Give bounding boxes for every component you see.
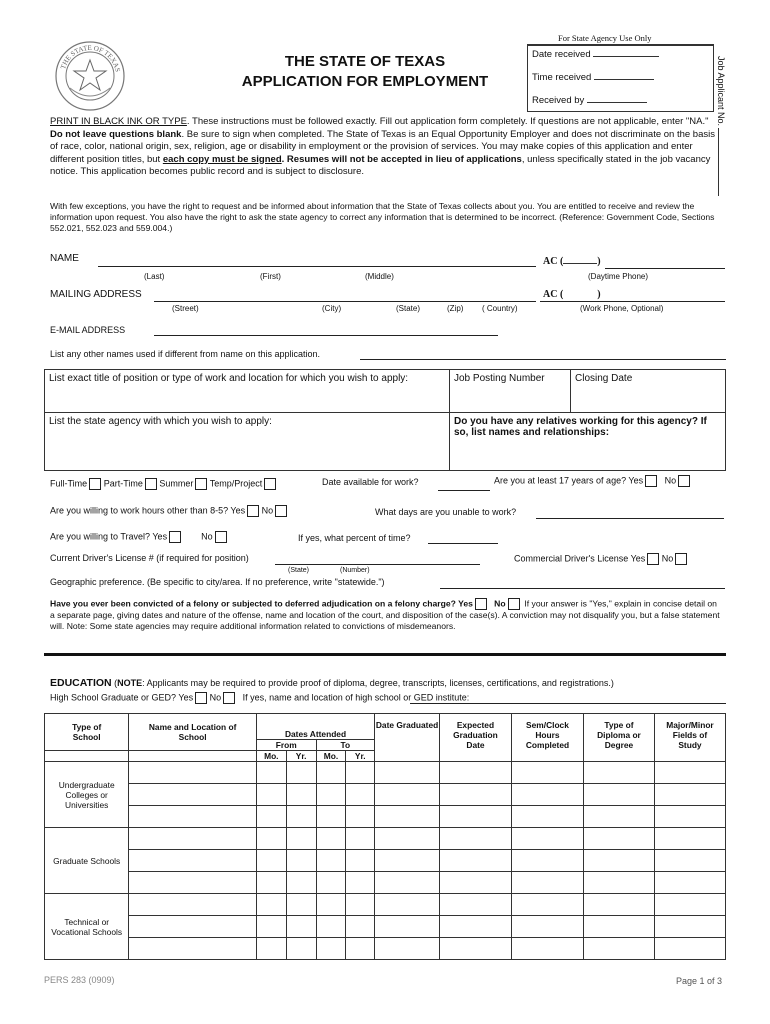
name-label: NAME xyxy=(50,253,79,264)
title-line-1: THE STATE OF TEXAS xyxy=(284,53,446,70)
edu-cell[interactable] xyxy=(511,938,583,960)
edu-cell[interactable] xyxy=(129,762,257,784)
cdl-yes-checkbox[interactable] xyxy=(647,553,659,565)
country-hint: ( Country) xyxy=(482,304,518,313)
title-line-2: APPLICATION FOR EMPLOYMENT xyxy=(241,73,489,90)
license-label: Current Driver's License # (if required for position) xyxy=(50,553,249,563)
row-undergrad-label: Undergraduate Colleges or Universities xyxy=(45,762,129,828)
edu-cell[interactable] xyxy=(346,894,375,916)
edu-cell[interactable] xyxy=(375,806,440,828)
edu-cell[interactable] xyxy=(256,872,286,894)
edu-cell[interactable] xyxy=(654,828,725,850)
edu-cell[interactable] xyxy=(346,872,375,894)
days-unable-label: What days are you unable to work? xyxy=(375,507,517,517)
other-names-label: List any other names used if different from name on this application. xyxy=(50,349,320,359)
mailing-address-field[interactable] xyxy=(154,301,536,302)
travel-question: Are you willing to Travel? Yes No xyxy=(50,531,227,543)
col-from-header: From xyxy=(256,740,316,751)
hs-yes-checkbox[interactable] xyxy=(195,692,207,704)
col-name-header: Name and Location of School xyxy=(129,714,257,751)
edu-cell[interactable] xyxy=(439,828,511,850)
table-row xyxy=(45,784,726,806)
job-posting-cell[interactable]: Job Posting Number xyxy=(450,370,571,413)
edu-cell[interactable] xyxy=(316,916,346,938)
high-school-field[interactable] xyxy=(410,703,726,704)
edu-cell[interactable] xyxy=(316,872,346,894)
edu-cell[interactable] xyxy=(439,916,511,938)
summer-checkbox[interactable] xyxy=(195,478,207,490)
edu-cell[interactable] xyxy=(583,784,654,806)
position-title-cell[interactable]: List exact title of position or type of work and location for which you wish to apply: xyxy=(45,370,450,413)
work-phone-hint: (Work Phone, Optional) xyxy=(580,304,664,313)
col-from-yr: Yr. xyxy=(286,751,316,762)
full-time-checkbox[interactable] xyxy=(89,478,101,490)
age-yes-checkbox[interactable] xyxy=(645,475,657,487)
edu-cell[interactable] xyxy=(286,762,316,784)
edu-cell[interactable] xyxy=(375,916,440,938)
edu-cell[interactable] xyxy=(375,762,440,784)
edu-cell[interactable] xyxy=(256,762,286,784)
edu-cell[interactable] xyxy=(511,828,583,850)
edu-cell[interactable] xyxy=(346,828,375,850)
state-seal xyxy=(54,40,126,112)
edu-cell[interactable] xyxy=(439,784,511,806)
first-name-hint: (First) xyxy=(260,272,281,281)
cdl-no-checkbox[interactable] xyxy=(675,553,687,565)
edu-cell[interactable] xyxy=(316,806,346,828)
page-title xyxy=(200,52,530,92)
edu-cell[interactable] xyxy=(583,828,654,850)
education-heading: EDUCATION (NOTE: Applicants may be required to provide proof of diploma, degree, transcripts, licenses, certifications, and registrations.) xyxy=(50,677,614,689)
agency-use-heading: For State Agency Use Only xyxy=(558,33,652,43)
edu-cell[interactable] xyxy=(346,784,375,806)
education-table xyxy=(44,713,726,960)
hs-no-checkbox[interactable] xyxy=(223,692,235,704)
edu-cell[interactable] xyxy=(439,872,511,894)
edu-cell[interactable] xyxy=(346,916,375,938)
hours-question: Are you willing to work hours other than 8-5? Yes No xyxy=(50,505,287,517)
edu-cell[interactable] xyxy=(583,894,654,916)
state-hint: (State) xyxy=(396,304,421,313)
days-unable-field[interactable] xyxy=(536,518,724,519)
part-time-checkbox[interactable] xyxy=(145,478,157,490)
col-diploma-header: Type of Diploma or Degree xyxy=(583,714,654,762)
edu-cell[interactable] xyxy=(654,938,725,960)
edu-cell[interactable] xyxy=(286,806,316,828)
geographic-field[interactable] xyxy=(440,588,725,589)
page-number: Page 1 of 3 xyxy=(676,976,723,986)
daytime-ac-label: AC ( ) xyxy=(543,256,601,267)
edu-cell[interactable] xyxy=(511,850,583,872)
edu-cell[interactable] xyxy=(439,762,511,784)
edu-cell[interactable] xyxy=(654,872,725,894)
edu-cell[interactable] xyxy=(286,916,316,938)
travel-yes-checkbox[interactable] xyxy=(169,531,181,543)
privacy-paragraph: With few exceptions, you have the right to request and be informed about information that the State of Texas collects about you. You are entitled to receive and review the information upon request. You also have the right to ask the state agency to correct any information that is determined to be incorrect. (Reference: Government Code, Sections 552.021, 552.023 and 559.004.) xyxy=(50,201,715,234)
last-name-hint: (Last) xyxy=(144,272,165,281)
edu-cell[interactable] xyxy=(375,784,440,806)
form-number: PERS 283 (0909) xyxy=(44,975,115,985)
edu-cell[interactable] xyxy=(129,916,257,938)
edu-cell[interactable] xyxy=(256,938,286,960)
job-applicant-no-line xyxy=(718,128,719,196)
edu-cell[interactable] xyxy=(654,894,725,916)
relatives-cell[interactable]: Do you have any relatives working for this agency? If so, list names and relationships: xyxy=(450,413,726,471)
hours-no-checkbox[interactable] xyxy=(275,505,287,517)
col-hours-header: Sem/Clock Hours Completed xyxy=(511,714,583,762)
edu-cell[interactable] xyxy=(511,784,583,806)
edu-cell[interactable] xyxy=(316,828,346,850)
edu-cell[interactable] xyxy=(286,784,316,806)
edu-cell[interactable] xyxy=(256,894,286,916)
street-hint: (Street) xyxy=(172,304,199,313)
edu-cell[interactable] xyxy=(316,938,346,960)
agency-use-box xyxy=(527,44,714,112)
felony-yes-checkbox[interactable] xyxy=(475,598,487,610)
table-row xyxy=(45,828,726,850)
edu-cell[interactable] xyxy=(654,916,725,938)
other-names-field[interactable] xyxy=(360,359,726,360)
table-row xyxy=(45,938,726,960)
agency-cell[interactable]: List the state agency with which you wish to apply: xyxy=(45,413,450,471)
row-graduate-label: Graduate Schools xyxy=(45,828,129,894)
edu-cell[interactable] xyxy=(375,872,440,894)
edu-cell[interactable] xyxy=(129,938,257,960)
section-divider xyxy=(44,653,726,656)
col-name-spacer xyxy=(129,751,257,762)
middle-name-hint: (Middle) xyxy=(365,272,394,281)
col-to-header: To xyxy=(316,740,375,751)
edu-cell[interactable] xyxy=(256,850,286,872)
edu-cell[interactable] xyxy=(129,850,257,872)
closing-date-cell[interactable]: Closing Date xyxy=(571,370,726,413)
col-from-mo: Mo. xyxy=(256,751,286,762)
col-expected-header: Expected Graduation Date xyxy=(439,714,511,762)
job-applicant-no-label: Job Applicant No. xyxy=(716,56,726,127)
edu-cell[interactable] xyxy=(654,784,725,806)
license-number-hint: (Number) xyxy=(340,567,370,574)
table-row xyxy=(45,806,726,828)
table-row xyxy=(45,762,726,784)
email-field[interactable] xyxy=(154,335,498,336)
col-major-header: Major/Minor Fields of Study xyxy=(654,714,725,762)
edu-cell[interactable] xyxy=(346,938,375,960)
zip-hint: (Zip) xyxy=(447,304,464,313)
edu-cell[interactable] xyxy=(286,872,316,894)
edu-cell[interactable] xyxy=(583,850,654,872)
work-ac-label: AC ( ) xyxy=(543,289,601,300)
travel-percent-field[interactable] xyxy=(428,543,498,544)
edu-cell[interactable] xyxy=(286,894,316,916)
edu-cell[interactable] xyxy=(583,916,654,938)
city-hint: (City) xyxy=(322,304,342,313)
svg-text:THE STATE OF TEXAS: THE STATE OF TEXAS xyxy=(59,43,122,73)
edu-cell[interactable] xyxy=(129,806,257,828)
edu-cell[interactable] xyxy=(583,806,654,828)
travel-percent-label: If yes, what percent of time? xyxy=(298,533,411,543)
license-field[interactable] xyxy=(275,564,480,565)
daytime-phone-field[interactable] xyxy=(605,268,725,269)
edu-cell[interactable] xyxy=(256,806,286,828)
edu-cell[interactable] xyxy=(129,828,257,850)
edu-cell[interactable] xyxy=(316,784,346,806)
edu-cell[interactable] xyxy=(439,894,511,916)
edu-cell[interactable] xyxy=(511,916,583,938)
col-date-graduated-header: Date Graduated xyxy=(375,714,440,762)
hours-yes-checkbox[interactable] xyxy=(247,505,259,517)
col-type-spacer xyxy=(45,751,129,762)
date-available-label: Date available for work? xyxy=(322,477,419,487)
edu-cell[interactable] xyxy=(583,762,654,784)
edu-cell[interactable] xyxy=(256,784,286,806)
license-state-hint: (State) xyxy=(288,567,310,574)
time-received-label: Time received xyxy=(532,72,654,83)
age-no-checkbox[interactable] xyxy=(678,475,690,487)
edu-cell[interactable] xyxy=(511,894,583,916)
edu-cell[interactable] xyxy=(375,850,440,872)
row-technical-label: Technical or Vocational Schools xyxy=(45,894,129,960)
edu-cell[interactable] xyxy=(316,894,346,916)
edu-cell[interactable] xyxy=(511,872,583,894)
edu-cell[interactable] xyxy=(286,938,316,960)
table-row xyxy=(45,894,726,916)
edu-cell[interactable] xyxy=(654,762,725,784)
travel-no-checkbox[interactable] xyxy=(215,531,227,543)
edu-cell[interactable] xyxy=(375,828,440,850)
work-phone-field[interactable] xyxy=(540,301,725,302)
edu-cell[interactable] xyxy=(511,806,583,828)
edu-cell[interactable] xyxy=(316,850,346,872)
edu-cell[interactable] xyxy=(439,806,511,828)
col-dates-header: Dates Attended xyxy=(256,714,374,740)
instructions-paragraph: PRINT IN BLACK INK OR TYPE. These instructions must be followed exactly. Fill out application form completely. If questions are not applicable, enter "NA." Do not leave questions blank. Be sure to sign when completed. The State of Texas is an Equal Opportunity Employer and does not discriminate on the basis of race, color, national origin, sex, religion, age or disability in employment or the provision of services. You may make copies of this application and enter different position titles, but each copy must be signed. Resumes will not be accepted in lieu of applications, unless specifically stated in the job vacancy notice. This application becomes public record and is subject to disclosure. xyxy=(50,116,715,177)
edu-cell[interactable] xyxy=(375,894,440,916)
felony-question: Have you ever been convicted of a felony or subjected to deferred adjudication on a felony charge? Yes No If your answer is "Yes," explain in concise detail on a separate page, giving dates and nature of the offense, name and location of the court, and disposition of the case(s). A conviction may not disqualify you, but a false statement will. Note: Some state agencies may require additional information related to convictions of misdemeanors. xyxy=(50,598,720,632)
table-row xyxy=(45,916,726,938)
edu-cell[interactable] xyxy=(256,828,286,850)
edu-cell[interactable] xyxy=(286,828,316,850)
edu-cell[interactable] xyxy=(654,850,725,872)
edu-cell[interactable] xyxy=(439,938,511,960)
mailing-address-label: MAILING ADDRESS xyxy=(50,289,142,300)
temp-project-checkbox[interactable] xyxy=(264,478,276,490)
position-table xyxy=(44,369,726,471)
edu-cell[interactable] xyxy=(654,806,725,828)
high-school-question: High School Graduate or GED? Yes No If yes, name and location of high school or GED institute: xyxy=(50,692,470,703)
edu-cell[interactable] xyxy=(583,872,654,894)
edu-cell[interactable] xyxy=(439,850,511,872)
edu-cell[interactable] xyxy=(346,806,375,828)
col-to-mo: Mo. xyxy=(316,751,346,762)
edu-cell[interactable] xyxy=(346,850,375,872)
email-label: E-MAIL ADDRESS xyxy=(50,325,126,335)
edu-cell[interactable] xyxy=(346,762,375,784)
received-by-label: Received by xyxy=(532,95,647,106)
edu-cell[interactable] xyxy=(129,872,257,894)
age-question: Are you at least 17 years of age? Yes No xyxy=(494,475,690,487)
table-row xyxy=(45,850,726,872)
edu-cell[interactable] xyxy=(511,762,583,784)
daytime-phone-hint: (Daytime Phone) xyxy=(588,272,649,281)
edu-cell[interactable] xyxy=(256,916,286,938)
edu-cell[interactable] xyxy=(129,894,257,916)
edu-cell[interactable] xyxy=(129,784,257,806)
edu-cell[interactable] xyxy=(286,850,316,872)
employment-type-row: Full-Time Part-Time Summer Temp/Project xyxy=(50,478,276,490)
date-received-label: Date received xyxy=(532,49,659,60)
edu-cell[interactable] xyxy=(375,938,440,960)
table-row xyxy=(45,872,726,894)
date-available-field[interactable] xyxy=(438,490,490,491)
cdl-question: Commercial Driver's License Yes No xyxy=(514,553,687,565)
felony-no-checkbox[interactable] xyxy=(508,598,520,610)
edu-cell[interactable] xyxy=(583,938,654,960)
edu-cell[interactable] xyxy=(316,762,346,784)
col-type-header: Type of School xyxy=(45,714,129,751)
geographic-label: Geographic preference. (Be specific to city/area. If no preference, write "statewide.") xyxy=(50,577,385,587)
name-field[interactable] xyxy=(98,266,536,267)
col-to-yr: Yr. xyxy=(346,751,375,762)
